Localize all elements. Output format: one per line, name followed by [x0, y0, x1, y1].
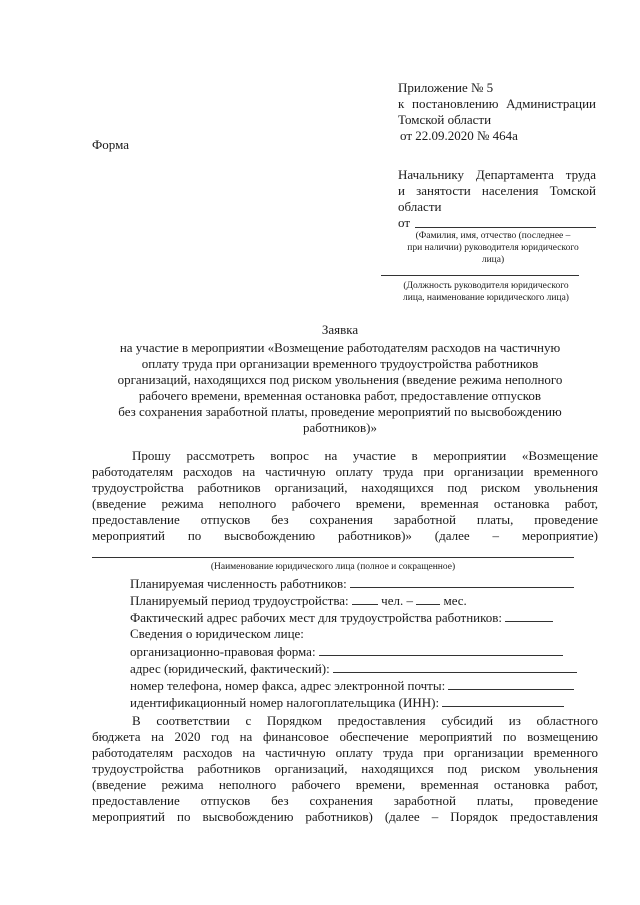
- field-address: [130, 660, 600, 677]
- paragraph-line: предоставление отпусков без сохранения заработной платы, проведение: [92, 512, 598, 527]
- paragraph-line: мероприятий по высвобождению работников) (далее – Порядок предоставления: [92, 809, 598, 824]
- position-hint: [381, 280, 591, 304]
- paragraph-line: трудоустройства работников организаций, находящихся под риском увольнения: [92, 480, 598, 495]
- addressee-line: и занятости населения Томской: [398, 183, 596, 198]
- final-paragraph: [92, 713, 598, 825]
- field-blank-workers[interactable]: [352, 592, 378, 605]
- from-hint-line: при наличии) руководителя юридического: [407, 243, 579, 253]
- heading-line: рабочего времени, временная остановка работ, предоставление отпусков: [138, 388, 542, 403]
- field-contacts: [130, 677, 600, 694]
- period-months-label: мес.: [443, 593, 467, 608]
- org-name-blank: [92, 557, 574, 558]
- from-line: [398, 215, 596, 231]
- fields-block: [130, 575, 600, 695]
- heading-line: организаций, находящихся под риском увольнения (введение режима неполного: [117, 372, 563, 387]
- field-label: организационно-правовая форма:: [130, 644, 316, 659]
- paragraph-line: (введение режима неполного рабочего времени, временная остановка работ,: [92, 496, 598, 511]
- paragraph-line: В соответствии с Порядком предоставления субсидий из областного: [132, 713, 598, 728]
- field-label: Сведения о юридическом лице:: [130, 626, 304, 641]
- addressee-block: [398, 167, 596, 231]
- addressee-line: области: [398, 199, 442, 214]
- field-workplace-address: [130, 609, 600, 626]
- field-legal-form: [130, 643, 600, 660]
- paragraph-line: трудоустройства работников организаций, находящихся под риском увольнения: [92, 761, 598, 776]
- paragraph-line: (введение режима неполного рабочего времени, временная остановка работ,: [92, 777, 598, 792]
- field-blank[interactable]: [442, 694, 564, 707]
- field-label: номер телефона, номер факса, адрес электронной почты:: [130, 678, 446, 693]
- heading-title: Заявка: [321, 322, 359, 337]
- appendix-title: Приложение № 5: [398, 80, 494, 95]
- paragraph-line: работодателям расходов на частичную оплату труда при организации временного: [92, 745, 598, 760]
- document-heading: [80, 322, 600, 436]
- addressee-line: Начальнику Департамента труда: [398, 167, 596, 182]
- field-label: Планируемая численность работников:: [130, 576, 347, 591]
- position-hint-line: (Должность руководителя юридического: [403, 281, 569, 291]
- from-hint-line: (Фамилия, имя, отчество (последнее –: [415, 231, 571, 241]
- form-label: Форма: [92, 137, 129, 152]
- field-planned-period: [130, 592, 600, 609]
- position-hint-line: лица, наименование юридического лица): [403, 293, 569, 303]
- field-blank[interactable]: [505, 609, 553, 622]
- heading-line: оплату труда при организации временного трудоустройства работников: [141, 356, 539, 371]
- from-hint: [386, 230, 600, 266]
- position-blank: [381, 275, 579, 276]
- field-inn: [130, 694, 600, 711]
- period-hours-label: чел. –: [381, 593, 413, 608]
- paragraph-line: мероприятий по высвобождению работников)» (далее – мероприятие): [92, 528, 598, 543]
- heading-line: на участие в мероприятии «Возмещение работодателям расходов на частичную: [119, 340, 561, 355]
- from-label: от: [398, 215, 411, 230]
- field-planned-workers: [130, 575, 600, 592]
- field-blank[interactable]: [448, 677, 574, 690]
- paragraph-line: работодателям расходов на частичную оплату труда при организации временного: [92, 464, 598, 479]
- appendix-resolution: к постановлению Администрации: [398, 96, 596, 111]
- field-blank-months[interactable]: [416, 592, 440, 605]
- field-label: Планируемый период трудоустройства:: [130, 593, 349, 608]
- heading-line: без сохранения заработной платы, проведение мероприятий по высвобождению: [118, 404, 562, 419]
- from-hint-line: лица): [481, 255, 505, 265]
- request-paragraph: [92, 448, 598, 544]
- field-label: идентификационный номер налогоплательщика (ИНН):: [130, 695, 440, 710]
- field-blank[interactable]: [333, 660, 577, 673]
- field-blank[interactable]: [319, 643, 563, 656]
- appendix-block: [398, 80, 596, 144]
- paragraph-line: Прошу рассмотреть вопрос на участие в мероприятии «Возмещение: [132, 448, 598, 463]
- field-label: Фактический адрес рабочих мест для трудоустройства работников:: [130, 610, 503, 625]
- field-blank[interactable]: [350, 575, 574, 588]
- from-blank: [415, 227, 596, 228]
- paragraph-line: бюджета на 2020 год на финансовое обеспечение мероприятий по возмещению: [92, 729, 598, 744]
- field-legal-info: [130, 626, 600, 642]
- field-label: адрес (юридический, фактический):: [130, 661, 330, 676]
- appendix-date-number: от 22.09.2020 № 464а: [400, 128, 518, 143]
- paragraph-line: предоставление отпусков без сохранения заработной платы, проведение: [92, 793, 598, 808]
- appendix-region: Томской области: [398, 112, 492, 127]
- heading-line: работников)»: [303, 420, 377, 435]
- org-name-hint: (Наименование юридического лица (полное и сокращенное): [210, 562, 456, 572]
